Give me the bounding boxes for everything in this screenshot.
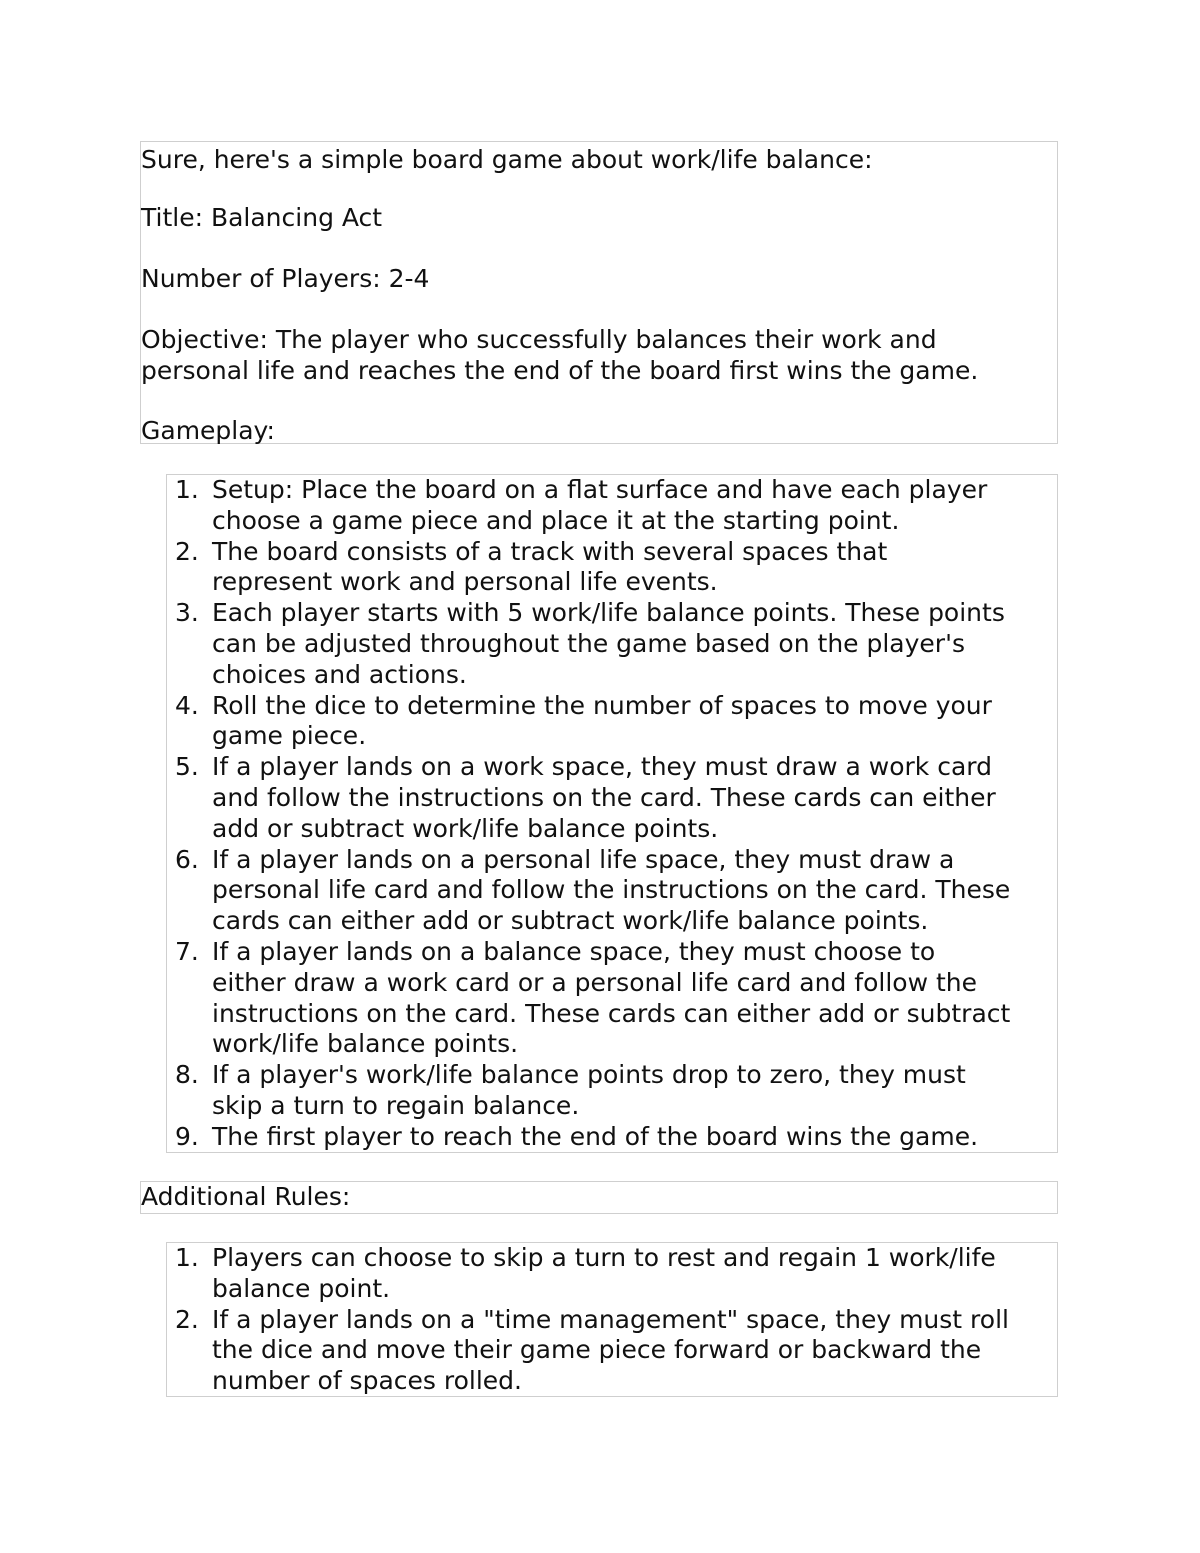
list-item-text: Roll the dice to determine the number of spaces to move your game piece. [212, 690, 992, 751]
gameplay-heading: Gameplay: [141, 416, 275, 445]
number-of-players: Number of Players: 2-4 [141, 264, 430, 293]
list-number: 3. [175, 598, 199, 628]
list-number: 5. [175, 752, 199, 782]
list-item-text: Each player starts with 5 work/life balance points. These points can be adjusted throughout the game based on the player's choices and actions. [212, 598, 1005, 689]
list-number: 9. [175, 1121, 199, 1151]
list-item-text: The board consists of a track with several spaces that represent work and personal life events. [212, 536, 888, 597]
list-number: 2. [175, 1304, 199, 1334]
list-item-text: If a player lands on a work space, they must draw a work card and follow the instructions on the card. These cards can either add or subtract work/life balance points. [212, 752, 996, 843]
list-item [167, 1060, 1057, 1122]
list-item-text: The first player to reach the end of the board wins the game. [212, 1121, 979, 1151]
game-title: Title: Balancing Act [141, 203, 383, 232]
list-item [167, 537, 1057, 599]
list-item-text: If a player's work/life balance points drop to zero, they must skip a turn to regain balance. [212, 1060, 966, 1120]
list-item [167, 475, 1057, 537]
list-item [167, 1122, 1057, 1153]
list-item [167, 1243, 1057, 1305]
list-item-text: If a player lands on a balance space, they must choose to either draw a work card or a personal life card and follow the instructions on the card. These cards can either add or subtract work/life balance points. [212, 936, 1011, 1059]
list-item-text: Setup: Place the board on a flat surface and have each player choose a game piece and place it at the starting point. [212, 475, 988, 535]
list-number: 7. [175, 936, 199, 966]
list-number: 8. [175, 1060, 199, 1090]
list-item [167, 752, 1057, 844]
list-number: 1. [175, 475, 199, 504]
list-number: 2. [175, 536, 199, 566]
additional-rules-list [166, 1242, 1058, 1397]
list-number: 1. [175, 1243, 199, 1272]
list-item [167, 845, 1057, 937]
objective: Objective: The player who successfully balances their work and personal life and reaches the end of the board first wins the game. [141, 325, 979, 385]
list-item-text: If a player lands on a personal life space, they must draw a personal life card and follow the instructions on the card. These cards can either add or subtract work/life balance points. [212, 844, 1011, 936]
list-item-text: Players can choose to skip a turn to rest and regain 1 work/life balance point. [212, 1243, 996, 1303]
additional-rules-section [140, 1181, 1058, 1214]
list-number: 4. [175, 690, 199, 720]
list-item [167, 691, 1057, 753]
intro-sentence: Sure, here's a simple board game about work/life balance: [141, 145, 873, 174]
list-item [167, 1305, 1057, 1397]
intro-section [140, 141, 1058, 444]
list-item-text: If a player lands on a "time management" space, they must roll the dice and move their game piece forward or backward the number of spaces rolled. [212, 1304, 1009, 1396]
additional-rules-heading: Additional Rules: [141, 1182, 351, 1211]
list-item [167, 598, 1057, 690]
gameplay-list [166, 474, 1058, 1153]
list-item [167, 937, 1057, 1060]
list-number: 6. [175, 844, 199, 874]
